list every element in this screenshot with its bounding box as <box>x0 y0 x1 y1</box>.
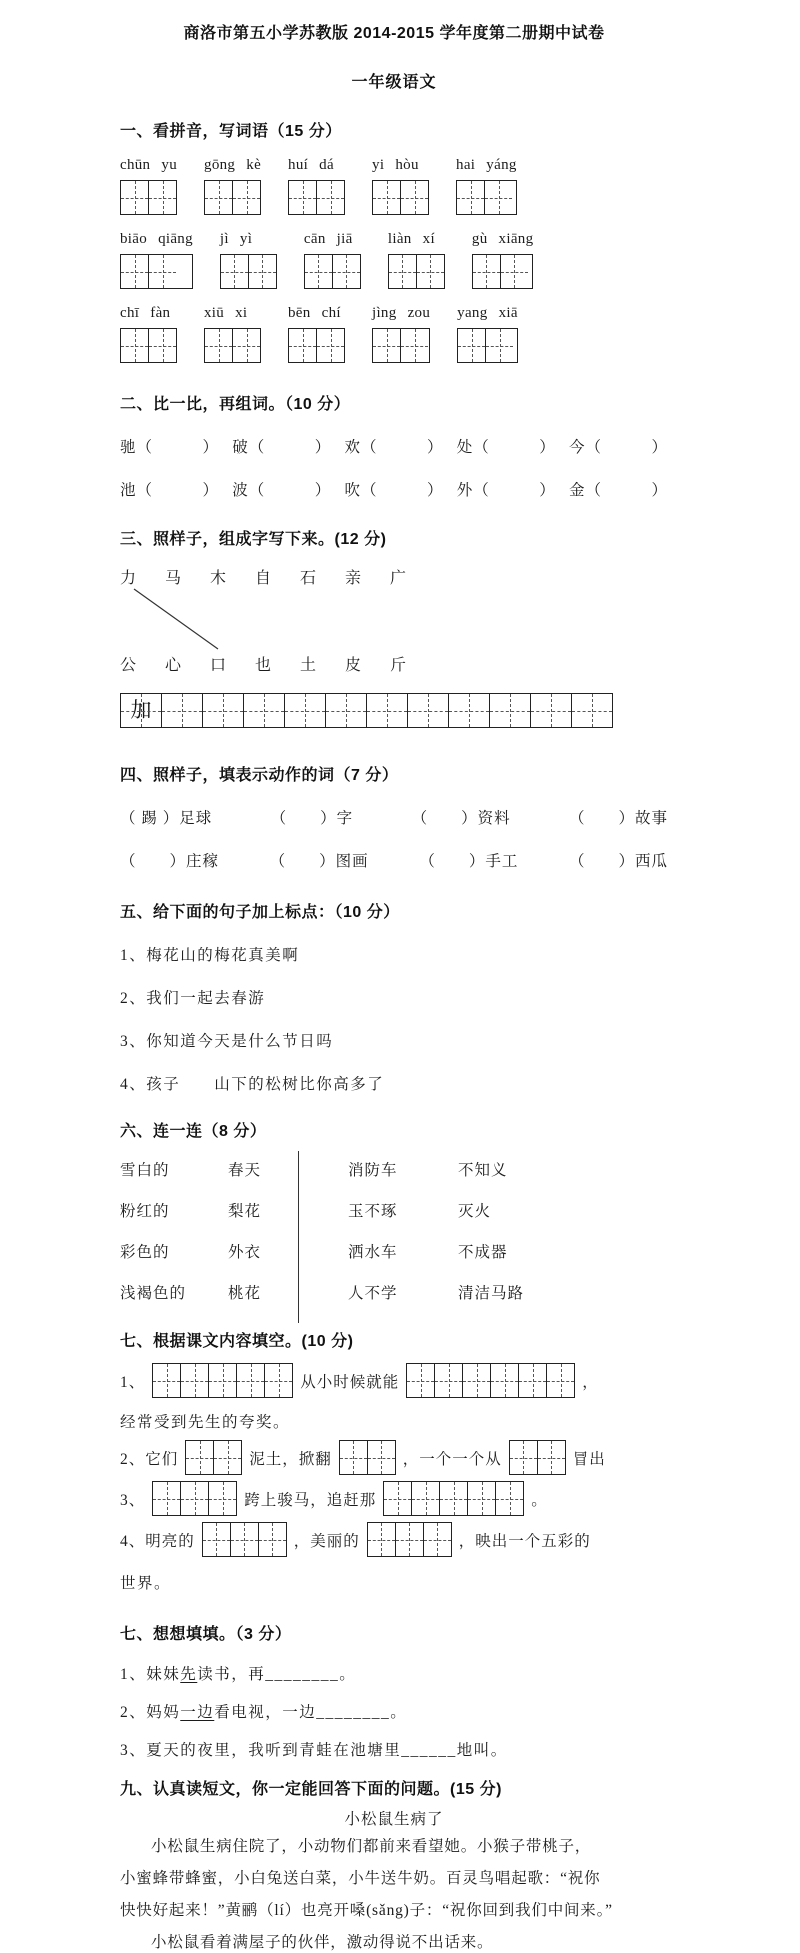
pinyin-label: chī fàn <box>120 305 171 321</box>
word-blank-item: 破（ ） <box>232 439 332 456</box>
pinyin-label: cān jiā <box>303 231 353 247</box>
section-4-heading: 四、照样子，填表示动作的词（7 分） <box>120 767 399 784</box>
pinyin-label: gōng kè <box>204 157 262 173</box>
section-5-heading: 五、给下面的句子加上标点：（10 分） <box>120 904 400 921</box>
section-matching <box>120 1118 668 1306</box>
fill-text: 跨上骏马，追赶那 <box>244 1491 377 1509</box>
pinyin-unit <box>372 305 430 363</box>
fill-item-1-continued: 经常受到先生的夸奖。 <box>120 1414 291 1431</box>
word-blank-item: 欢（ ） <box>344 439 444 456</box>
component-char: 石 <box>300 570 317 587</box>
fill-text: ， <box>582 1373 599 1391</box>
pinyin-unit <box>220 231 277 289</box>
item-number: 4、明亮的 <box>120 1532 195 1550</box>
match-item: 梨花 <box>228 1203 262 1220</box>
char-row-bottom <box>120 652 668 675</box>
answer-grid <box>202 1522 287 1557</box>
writing-grid <box>204 180 261 215</box>
pinyin-label: yi hòu <box>372 157 419 173</box>
match-column-2 <box>228 1159 318 1306</box>
component-char: 皮 <box>345 657 362 674</box>
word-blank-item: （ ）资料 <box>411 810 511 827</box>
story-line: 小松鼠生病住院了，小动物们都前来看望她。小猴子带桃子， <box>151 1838 592 1855</box>
story-line: 快快好起来！”黄鹂（lí）也亮开嗓(sǎng)子：“祝你回到我们中间来。” <box>120 1902 613 1919</box>
item-text: 看电视，一边 <box>214 1704 317 1721</box>
story-line: 小松鼠看着满屋子的伙伴，激动得说不出话来。 <box>151 1934 494 1951</box>
component-char: 广 <box>390 570 407 587</box>
word-blank-item: 波（ ） <box>232 482 332 499</box>
pinyin-unit <box>288 305 345 363</box>
pinyin-row-2 <box>120 231 668 289</box>
pinyin-unit <box>204 305 261 363</box>
fill-item-2 <box>120 1440 668 1475</box>
match-item: 不知义 <box>458 1162 508 1179</box>
item-number: 2、它们 <box>120 1450 179 1468</box>
writing-grid <box>204 328 261 363</box>
action-line-1 <box>120 806 668 828</box>
match-item: 消防车 <box>348 1162 398 1179</box>
word-blank-item: （ 踢 ）足球 <box>120 810 213 827</box>
component-char: 心 <box>165 657 182 674</box>
char-row-top <box>120 565 668 588</box>
match-item: 浅褐色的 <box>120 1285 187 1302</box>
pinyin-label: liàn xí <box>387 231 435 247</box>
fill-text: ，一个一个从 <box>402 1450 502 1468</box>
component-char: 公 <box>120 657 137 674</box>
match-item: 春天 <box>228 1162 262 1179</box>
item-text: 。 <box>339 1666 357 1683</box>
word-blank-item: 今（ ） <box>568 439 668 456</box>
pinyin-unit <box>472 231 533 289</box>
item-text: 1、妹妹 <box>120 1666 181 1683</box>
section-reading <box>120 1776 668 1953</box>
page-title: 商洛市第五小学苏教版 2014-2015 学年度第二册期中试卷 <box>183 25 605 42</box>
think-fill-item-3 <box>120 1738 668 1760</box>
section-fill-from-text <box>120 1328 668 1593</box>
pinyin-label: chūn yu <box>120 157 178 173</box>
section-punctuation <box>120 899 668 1094</box>
writing-grid <box>472 254 533 289</box>
match-item: 外衣 <box>228 1244 262 1261</box>
match-item: 不成器 <box>458 1244 508 1261</box>
match-item: 彩色的 <box>120 1244 170 1261</box>
item-text: 2、妈妈 <box>120 1704 181 1721</box>
writing-grid <box>120 328 177 363</box>
pinyin-label: jìng zou <box>372 305 431 321</box>
answer-grid <box>383 1481 524 1516</box>
writing-grid <box>388 254 445 289</box>
match-item: 雪白的 <box>120 1162 170 1179</box>
component-char: 木 <box>210 570 227 587</box>
item-text: 。 <box>390 1704 408 1721</box>
section-2-heading: 二、比一比，再组词。（10 分） <box>120 396 351 413</box>
writing-grid <box>220 254 277 289</box>
writing-grid <box>304 254 361 289</box>
pinyin-unit <box>304 231 361 289</box>
page-subtitle: 一年级语文 <box>351 74 437 91</box>
word-blank-item: （ ）手工 <box>419 853 519 870</box>
writing-grid <box>120 254 193 289</box>
word-blank-item: （ ）字 <box>270 810 354 827</box>
word-blank-item: 处（ ） <box>456 439 556 456</box>
compare-line-2 <box>120 478 668 500</box>
pinyin-unit <box>456 157 517 215</box>
think-fill-item-2 <box>120 1700 668 1722</box>
pinyin-label: hai yáng <box>456 157 517 173</box>
blank-line: ________ <box>316 1704 391 1721</box>
section-6-heading: 六、连一连（8 分） <box>120 1123 267 1140</box>
section-combine-chars <box>120 526 668 728</box>
item-text: 读书，再 <box>197 1666 266 1683</box>
section-8-heading: 七、想想填填。（3 分） <box>120 1626 292 1643</box>
section-action-words <box>120 762 668 871</box>
writing-grid <box>120 180 177 215</box>
item-number: 1、 <box>120 1373 146 1391</box>
underlined-word: 先 <box>180 1666 198 1683</box>
word-blank-item: （ ）庄稼 <box>120 853 220 870</box>
component-char: 马 <box>165 570 182 587</box>
word-blank-item: 外（ ） <box>456 482 556 499</box>
component-char: 土 <box>300 657 317 674</box>
match-item: 洒水车 <box>348 1244 398 1261</box>
match-item: 人不学 <box>348 1285 398 1302</box>
sentence-item: 3、你知道今天是什么节日吗 <box>120 1033 334 1050</box>
section-compare-words <box>120 391 668 500</box>
word-blank-item: 金（ ） <box>568 482 668 499</box>
pinyin-unit <box>204 157 261 215</box>
word-blank-item: 吹（ ） <box>344 482 444 499</box>
think-fill-item-1 <box>120 1662 668 1684</box>
writing-grid <box>372 180 429 215</box>
pinyin-row-3 <box>120 305 668 363</box>
section-7-heading: 七、根据课文内容填空。(10 分) <box>120 1333 354 1350</box>
pinyin-label: xiū xi <box>204 305 248 321</box>
component-char: 口 <box>210 657 227 674</box>
pinyin-label: huí dá <box>288 157 334 173</box>
answer-grid <box>406 1363 575 1398</box>
fill-text: ，映出一个五彩的 <box>458 1532 591 1550</box>
pinyin-unit <box>120 231 193 289</box>
sentence-item: 2、我们一起去春游 <box>120 990 266 1007</box>
match-item: 灭火 <box>458 1203 492 1220</box>
pinyin-unit <box>372 157 429 215</box>
pinyin-unit <box>288 157 345 215</box>
fill-text: 。 <box>531 1491 548 1509</box>
action-line-2 <box>120 849 668 871</box>
section-9-heading: 九、认真读短文，你一定能回答下面的问题。(15 分) <box>120 1781 502 1798</box>
writing-grid <box>457 328 518 363</box>
pinyin-label: yang xiā <box>457 305 518 321</box>
item-number: 3、 <box>120 1491 146 1509</box>
blank-line: ______ <box>401 1742 457 1759</box>
item-text: 3、夏天的夜里，我听到青蛙在池塘里 <box>120 1742 402 1759</box>
underlined-word: 一边 <box>180 1704 215 1721</box>
match-item: 粉红的 <box>120 1203 170 1220</box>
match-item: 清洁马路 <box>458 1285 525 1302</box>
pinyin-unit <box>120 157 177 215</box>
writing-grid <box>372 328 430 363</box>
matching-area <box>120 1159 668 1306</box>
combine-area <box>120 565 668 728</box>
writing-grid <box>288 180 345 215</box>
blank-line: ________ <box>265 1666 340 1683</box>
example-connector-line <box>122 587 252 653</box>
component-char: 也 <box>255 657 272 674</box>
section-think-fill <box>120 1621 668 1760</box>
match-column-4 <box>458 1159 608 1306</box>
answer-grid <box>367 1522 452 1557</box>
pinyin-unit <box>120 305 177 363</box>
match-item: 玉不琢 <box>348 1203 398 1220</box>
match-column-1 <box>120 1159 228 1306</box>
column-divider-line <box>298 1151 299 1323</box>
answer-grid <box>509 1440 566 1475</box>
answer-grid <box>152 1363 293 1398</box>
fill-text: 泥土，掀翻 <box>249 1450 332 1468</box>
word-blank-item: （ ）故事 <box>568 810 668 827</box>
fill-item-1 <box>120 1363 668 1398</box>
pinyin-row-1 <box>120 157 668 215</box>
answer-grid <box>185 1440 242 1475</box>
sentence-item: 4、孩子 山下的松树比你高多了 <box>120 1076 385 1093</box>
story-line: 小蜜蜂带蜂蜜，小白兔送白菜，小牛送牛奶。百灵鸟唱起歌：“祝你 <box>120 1870 601 1887</box>
match-item: 桃花 <box>228 1285 262 1302</box>
match-column-3 <box>348 1159 458 1306</box>
compare-line-1 <box>120 435 668 457</box>
answer-grid-row: 加 <box>120 693 613 728</box>
fill-text: 从小时候就能 <box>300 1373 400 1391</box>
answer-grid <box>152 1481 237 1516</box>
pinyin-unit <box>457 305 518 363</box>
pinyin-label: biāo qiāng <box>120 231 193 247</box>
word-blank-item: （ ）图画 <box>269 853 369 870</box>
fill-item-4-continued: 世界。 <box>120 1575 172 1592</box>
pinyin-label: bēn chí <box>288 305 341 321</box>
writing-grid <box>288 328 345 363</box>
pinyin-label: gù xiāng <box>471 231 534 247</box>
word-blank-item: 驰（ ） <box>120 439 220 456</box>
section-pinyin <box>120 118 668 363</box>
pinyin-label: jì yì <box>219 231 253 247</box>
section-3-heading: 三、照样子，组成字写下来。(12 分) <box>120 531 387 548</box>
pinyin-unit <box>388 231 445 289</box>
fill-text: ，美丽的 <box>293 1532 360 1550</box>
fill-text: 冒出 <box>572 1450 606 1468</box>
answer-grid <box>339 1440 396 1475</box>
component-char: 亲 <box>345 570 362 587</box>
fill-item-4 <box>120 1522 668 1557</box>
item-text: 地叫。 <box>456 1742 508 1759</box>
section-1-heading: 一、看拼音，写词语（15 分） <box>120 123 342 140</box>
writing-grid <box>456 180 517 215</box>
component-char: 斤 <box>390 657 407 674</box>
component-char: 力 <box>120 570 137 587</box>
word-blank-item: （ ）西瓜 <box>568 853 668 870</box>
exam-paper-page <box>120 0 668 1953</box>
word-blank-item: 池（ ） <box>120 482 220 499</box>
sentence-item: 1、梅花山的梅花真美啊 <box>120 947 300 964</box>
component-char: 自 <box>255 570 272 587</box>
fill-item-3 <box>120 1481 668 1516</box>
story-title: 小松鼠生病了 <box>344 1811 444 1828</box>
